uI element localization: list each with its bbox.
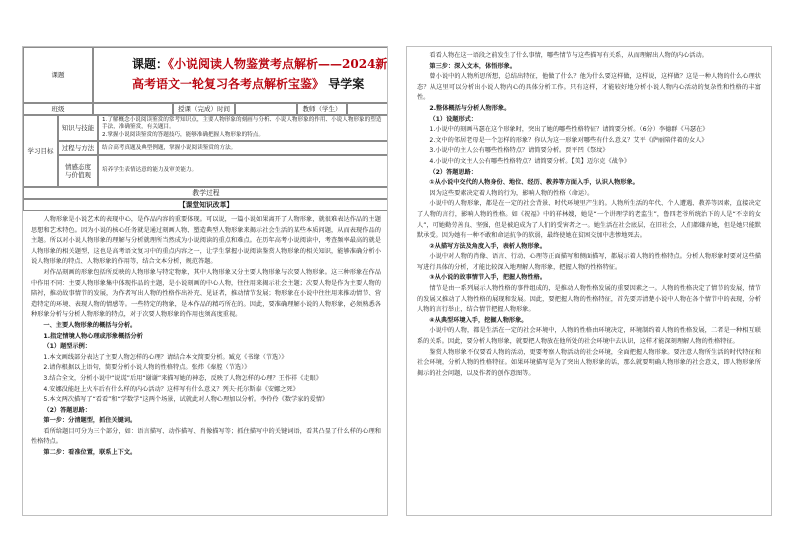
objective-text-cell-2 (98, 141, 388, 155)
example-item: 1.小说中的刻画马瑟在这个形象时，突出了她的哪些性格特征？请简要分析。（6分）李德群《马瑟在》 (429, 126, 709, 134)
point-heading: ①从小说中交代的人物身份、地位、经历、教养等方面入手，认识人物形象。 (429, 179, 639, 187)
example-item: 1.本文画线部分表达了主要人物怎样的心理？请结合本文简要分析。臧克《书缘（节选）》 (43, 353, 288, 361)
subheading: 1.指定情境人物心理或形象概括分析 (43, 332, 143, 340)
page-title (94, 48, 388, 94)
paragraph: 小说中的人物形象，都是在一定的社会背景、时代环境里产生的。人物所生活的年代、个人遭遇、教养等因素，直接决定了人物的言行，影响人物的性格。如《祝福》中的祥林嫂，她是“一个讲理学的老监生”，鲁四老爷所统治下的人是“不幸的女人”，可她勤劳善良、坚强，但是被迫成为了人们的受害者之一。她生活在社会底层，在旧社会，人们都嫌弃她，但是她只能默默承受。因为她有一种不敢和命运抗争的软弱，最终使她在贫困交加中悲惨地死去。 (417, 200, 761, 240)
point-heading: ④从典型环境入手，挖掘人物形象。 (429, 316, 528, 324)
subject-label-cell (23, 47, 93, 103)
example-item: 3.结合全文，分析小说中“说谎”后用“谢谢”来描写她的神态，反映了人物怎样的心理？王作祥《走眼》 (43, 374, 322, 382)
objective-text-3: 培养学生表情达意的能力及审美能力。 (102, 167, 198, 173)
objectives-label: 学习目标 (23, 115, 58, 187)
example-item: 4.安娜没能赶上火车后有什么样的内心活动？这样写有什么意义？列夫·托尔斯泰《安娜之死》 (43, 385, 299, 393)
objective-text-1: 1.了解概念小说阅读鉴赏的常考知识点，主要人物形象的刻画与分析、小说人物形象的作用、小说人物形象的塑造手法，准确鉴赏，有关题目。 2.掌握小说阅读鉴赏的答题技巧，能够准确把握人物形象的特点。 (102, 117, 382, 138)
paragraph: 因为这些要素决定着人物的行为，影响人物的性格（命运）。 (429, 189, 594, 197)
step-heading: 第三步：深入文本，体悟形象。 (429, 62, 517, 70)
section-heading: 一、主要人物形象的概括与分析。 (43, 321, 137, 329)
example-item: 3.小说中的主人公有哪些性格特点？请简要分析。贾平凹《祭坟》 (429, 147, 609, 155)
subheading: （1）设题形式： (429, 115, 478, 123)
objective-label-1: 知识与技能 (58, 115, 98, 141)
subheading: （2）答题思路： (43, 406, 92, 414)
step (31, 448, 381, 459)
title-prefix: 课题： (132, 57, 169, 71)
objective-text-cell-1 (98, 115, 388, 141)
paragraph: 对作品刻画的形象包括所反映的人物形象与特定物象，其中人物形象又分主要人物形象与次要人物形象。这三种形象在作品中作用不同：主要人物形象集中体现作品的主题，是小说刻画的中心人物，往往用来揭示社会主题；次要人物是作为主要人物的陪衬，推动故事情节的发展，为作者写出人物的性格作出补充、见证者，推动情节发展；物形象在小说中往往用来推动情节、营造特定的环境、表现人物的情感等。一些特定的物象，是本作品的精巧所在的。因此，要准确理解小说的人物形象，必须熟悉各种形象分析与分析人物形象的特点，对于次要人物形象的作用也须高度重视。 (31, 268, 381, 319)
step-label: 第一步： (43, 417, 69, 425)
paragraph: 小说中对人物的肖像、语言、行动、心理等正面描写和侧面描写，都展示着人物的性格特点。分析人物形象时要对这些描写进行具体的分析，才能比较深入地理解人物形象，把握人物的性格特征。 (417, 253, 761, 271)
process-label: 教学过程 (23, 187, 388, 199)
example-item: 5.本文两次描写了“看看”和“学数学”这两个场景，试就此对人物心理加以分析。李伶伶《数学家的爱情》 (43, 396, 329, 404)
step-title: 分清题型，抓住关键词。 (68, 417, 137, 425)
paragraph: 看看人物在这一语段之前发生了什么事情，哪些情节与这些描写有关系，从而理解出人物的内心活动。 (429, 52, 708, 59)
class-value (93, 103, 173, 115)
paragraph: 情节是由一系列展示人物性格的事件组成的，是推动人物性格发展的重要因素之一。人物的性格决定了情节的发展，情节的发展又推动了人物性格的展现和发展。因此，要把握人物的性格特征，首先要弄清楚小说中人物在各个情节中的表现，分析人物的言行举止，结合情节把握人物形象。 (417, 285, 761, 314)
teacher-label: 教师（学生） (297, 103, 347, 115)
subheading: （1）题型示例： (43, 343, 92, 351)
objective-text-2: 结合高考真题及典型例题，掌握小说阅读鉴赏的方法。 (102, 145, 237, 151)
step (31, 416, 381, 427)
example-item: 2.请你根据以上语句，简要分析小说人物的性格特点。张炜《秦腔（节选）》 (43, 364, 251, 372)
grade-value (235, 103, 297, 115)
teacher-value (347, 103, 388, 115)
paragraph: 人物形象是小说艺术的表现中心，是作品内容的重要体现。可以说，一篇小说如果离开了人物形象，就很难表达作品的主题思想和艺术特色。因为小说的核心任务就是通过刻画人物、塑造典型人物形象来揭示社会生活的某些本质问题，从而表现作品的主题。所以对小说人物形象的理解与分析就理所当然成为小说阅读的重点和难点。在历年高考小说阅读中，考查频率最高的就是人物形象的相关题型，这也是高考语文复习中的重点内容之一，让学生掌握小说阅读鉴赏人物形象的相关知识，能够准确分析小说人物形象的特点、人物形象的作用等，结合文本分析，规范答题。 (31, 216, 381, 266)
step-text: 看所给题目可分为三个部分，如：语言描写、动作描写、肖像描写等；抓住描写中的关键词语，看其凸显了什么样的心理和性格特点。 (31, 427, 381, 446)
section-label: 【课堂知识改革】 (23, 199, 388, 211)
example-item: 4.小说中的文主人公有哪些性格特点？请简要分析。【美】迈尔克《战争》 (429, 157, 631, 165)
left-page (22, 46, 388, 516)
right-page (406, 46, 772, 516)
paragraph: 鉴赏人物形象不仅要看人物的活动，更要考察人物活动的社会环境，全面把握人物形象。要注意人物所生活的时代特征和社会环境，分析人物的性格特征。如果环境描写是为了突出人物形象的话，那么就要明确人物形象的社会意义，即人物形象所揭示的社会问题，以及作者的创作意图等。 (417, 348, 761, 377)
subheading: （2）答题思路： (429, 168, 478, 176)
point-heading: ②从描写方法及角度入手，表析人物形象。 (429, 242, 547, 250)
example-item: 2.文中的邻居老母是一个怎样的形象？你认为这一形象对哪些有什么意义？艾平《萨丽陪伴着的女人》 (429, 136, 708, 144)
step-title: 看准位置，联系上下文。 (68, 449, 137, 457)
title-cell (93, 47, 388, 103)
section-heading: 2.整体概括与分析人物形象。 (429, 104, 511, 112)
title-main: 《小说阅读人物鉴赏考点解析——2024新高考语文一轮复习各考点解析宝鉴》 (132, 57, 388, 91)
objective-label-3: 情感态度与价值观 (58, 155, 98, 187)
class-label: 班级 (23, 103, 93, 115)
title-suffix: 导学案 (328, 77, 365, 91)
grade-label: 授课（完成）时间 (173, 103, 235, 115)
left-body (31, 215, 381, 459)
subject-label: 课题 (51, 71, 65, 79)
paragraph: 小说中的人物，都是生活在一定的社会环境中，人物的性格由环境决定，环境制约着人物的性格发展，二者是一种相互联系的关系。因此，要分析人物形象，就要把人物放在他所处的社会环境中去认识，这样才能深刻理解人物的性格特征。 (417, 327, 761, 346)
right-body (417, 51, 761, 379)
step-label: 第二步： (43, 449, 69, 457)
paragraph: 曾小说中的人物所思所想，总结出特征，他做了什么？他为什么要这样做，这样说，这样做？这是一种人物的什么心理状态？从这里可以分析出小说人物内心的具体分析工作。只有这样，才能较好地分析小说人物内心活动的复杂性和性格的丰富性。 (417, 73, 761, 102)
objective-text-cell-3 (98, 155, 388, 187)
point-heading: ③从小说的故事情节入手，把握人物性格。 (429, 274, 547, 282)
objective-label-2: 过程与方法 (58, 141, 98, 155)
